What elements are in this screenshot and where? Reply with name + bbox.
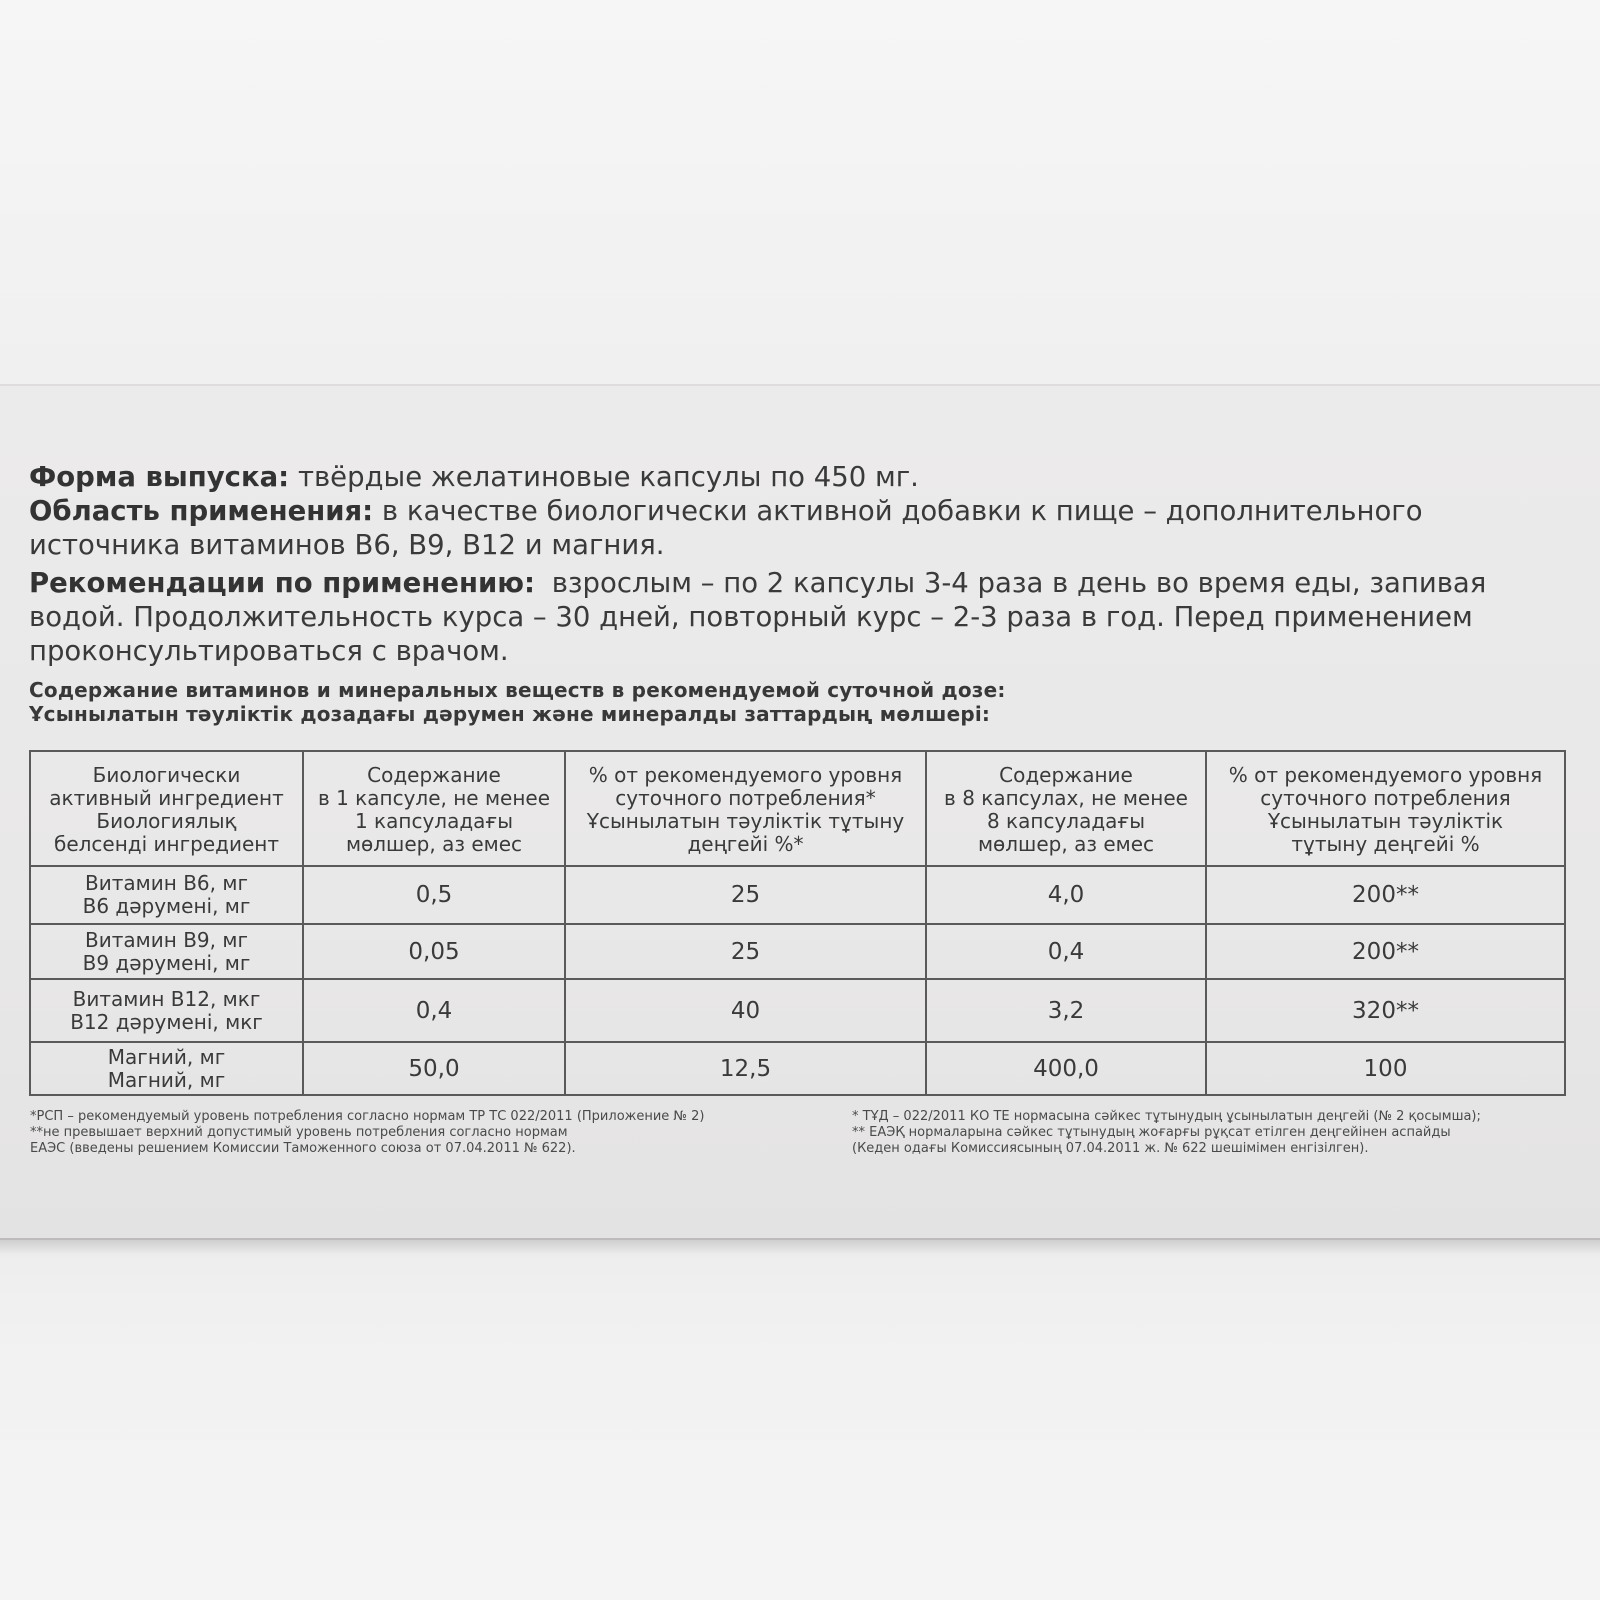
- recommendations-label: Рекомендации по применению:: [29, 567, 535, 599]
- pct-8-value: 200**: [1206, 924, 1565, 979]
- pct-1-value: 25: [565, 866, 926, 924]
- pct-1-value: 40: [565, 979, 926, 1042]
- package-shadow: [0, 1240, 1600, 1254]
- footnote-kz-2: ** ЕАЭҚ нормаларына сәйкес тұтынудың жоғарғы рұқсат етілген деңгейінен аспайды: [852, 1125, 1451, 1140]
- nutrient-table: [29, 750, 1566, 1096]
- header-per-capsule: Содержание в 1 капсуле, не менее 1 капсуладағы мөлшер, аз емес: [303, 751, 565, 866]
- pct-1-value: 12,5: [565, 1042, 926, 1095]
- footnote-ru-2: **не превышает верхний допустимый уровень потребления согласно нормам: [30, 1125, 568, 1140]
- per-capsule-value: 0,05: [303, 924, 565, 979]
- per-capsule-value: 50,0: [303, 1042, 565, 1095]
- per-8-value: 4,0: [926, 866, 1206, 924]
- per-capsule-value: 0,5: [303, 866, 565, 924]
- application-area-label: Область применения:: [29, 495, 374, 527]
- release-form: [29, 460, 1569, 494]
- table-row: [30, 979, 1565, 1042]
- application-area-text-1: в качестве биологически активной добавки к пище – дополнительного: [381, 495, 1423, 527]
- table-row: [30, 924, 1565, 979]
- release-form-label: Форма выпуска:: [29, 461, 290, 493]
- application-area: [29, 494, 1569, 562]
- pct-8-value: 100: [1206, 1042, 1565, 1095]
- footnote-ru-3: ЕАЭС (введены решением Комиссии Таможенного союза от 07.04.2011 № 622).: [30, 1141, 576, 1156]
- header-per-8-capsules: Содержание в 8 капсулах, не менее 8 капсуладағы мөлшер, аз емес: [926, 751, 1206, 866]
- recommendations-text-3: проконсультироваться с врачом.: [29, 635, 509, 667]
- pct-8-value: 200**: [1206, 866, 1565, 924]
- table-heading-ru: Содержание витаминов и минеральных веществ в рекомендуемой суточной дозе:: [29, 678, 1006, 702]
- footnote-kz-3: (Кеден одағы Комиссиясының 07.04.2011 ж. № 622 шешімімен енгізілген).: [852, 1141, 1369, 1156]
- footnote-kz-1: * ТҰД – 022/2011 КО ТЕ нормасына сәйкес тұтынудың ұсынылатын деңгейі (№ 2 қосымша);: [852, 1109, 1481, 1124]
- ingredient-name: Витамин В6, мг В6 дәрумені, мг: [30, 866, 303, 924]
- pct-8-value: 320**: [1206, 979, 1565, 1042]
- recommendations-text-1: взрослым – по 2 капсулы 3-4 раза в день во время еды, запивая: [551, 567, 1487, 599]
- background-bottom: [0, 1240, 1600, 1600]
- package-text-block: [29, 460, 1569, 726]
- footnotes-kz: [852, 1109, 1572, 1157]
- footnote-ru-1: *РСП – рекомендуемый уровень потребления согласно нормам ТР ТС 022/2011 (Приложение № 2): [30, 1109, 705, 1124]
- application-area-text-2: источника витаминов В6, В9, В12 и магния.: [29, 529, 665, 561]
- table-row: [30, 1042, 1565, 1095]
- table-header-row: [30, 751, 1565, 866]
- background-top: [0, 0, 1600, 384]
- header-ingredient: Биологически активный ингредиент Биологиялық белсенді ингредиент: [30, 751, 303, 866]
- recommendations: [29, 566, 1569, 668]
- table-row: [30, 866, 1565, 924]
- header-pct-1-capsule: % от рекомендуемого уровня суточного потребления* Ұсынылатын тәуліктік тұтыну деңгейі %*: [565, 751, 926, 866]
- per-8-value: 400,0: [926, 1042, 1206, 1095]
- header-pct-8-capsules: % от рекомендуемого уровня суточного потребления Ұсынылатын тәуліктік тұтыну деңгейі %: [1206, 751, 1565, 866]
- table-heading-kz: Ұсынылатын тәуліктік дозадағы дәрумен және минералды заттардың мөлшері:: [29, 702, 991, 726]
- per-8-value: 3,2: [926, 979, 1206, 1042]
- ingredient-name: Витамин В12, мкг В12 дәрумені, мкг: [30, 979, 303, 1042]
- footnotes-ru: [30, 1109, 830, 1157]
- pct-1-value: 25: [565, 924, 926, 979]
- release-form-text: твёрдые желатиновые капсулы по 450 мг.: [297, 461, 919, 493]
- ingredient-name: Магний, мг Магний, мг: [30, 1042, 303, 1095]
- ingredient-name: Витамин В9, мг В9 дәрумені, мг: [30, 924, 303, 979]
- recommendations-text-2: водой. Продолжительность курса – 30 дней, повторный курс – 2-3 раза в год. Перед применением: [29, 601, 1473, 633]
- per-capsule-value: 0,4: [303, 979, 565, 1042]
- per-8-value: 0,4: [926, 924, 1206, 979]
